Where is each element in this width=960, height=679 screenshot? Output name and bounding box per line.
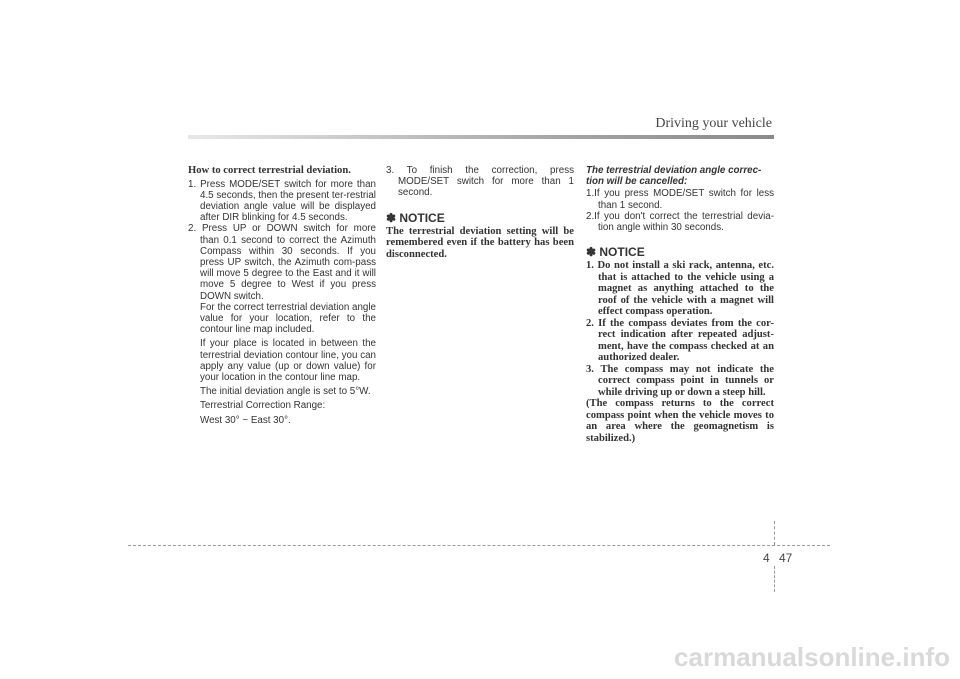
cancel-condition-2: 2.If you don't correct the terrestrial devia-tion angle within 30 seconds. — [586, 210, 774, 234]
between-contour-note: If your place is located in between the terrestrial deviation contour line, you can apply any value (up or down value) for your location in the contour line map. — [200, 338, 376, 383]
correction-range-value: West 30° ~ East 30°. — [200, 414, 291, 426]
notice-text: The terrestrial deviation setting will be remembered even if the battery has been disconnected. — [386, 225, 574, 260]
step-3: 3. To finish the correction, press MODE/SET switch for more than 1 second. — [386, 165, 574, 199]
step-1: 1. Press MODE/SET switch for more than 4.5 seconds, then the present ter-restrial deviation angle value will be displayed after DIR blinking for 4.5 seconds. — [188, 178, 376, 224]
notice-item-3: 3. The compass may not indicate the correct compass point in tunnels or while driving up or down a steep hill. — [586, 363, 774, 398]
header-divider — [188, 135, 774, 139]
column-3 — [586, 152, 774, 444]
footer-divider — [128, 545, 830, 546]
footer-vertical-rule-bottom — [774, 566, 775, 592]
chapter-number: 4 — [763, 551, 770, 565]
column-1 — [188, 152, 376, 429]
contour-map-note: For the correct terrestrial deviation angle value for your location, refer to the contour line map included. — [200, 301, 376, 336]
watermark: carmanualsonline.info — [674, 642, 950, 672]
footer-vertical-rule-top — [774, 521, 775, 545]
section-title: Driving your vehicle — [655, 116, 772, 131]
notice-item-2: 2. If the compass deviates from the cor-rect indication after repeated adjust-ment, have the compass checked at an authorized dealer. — [586, 317, 774, 364]
notice-item-1: 1. Do not install a ski rack, antenna, etc. that is attached to the vehicle using a magnet as anything attached to the roof of the vehicle with a magnet will effect compass operation. — [586, 260, 774, 318]
notice-heading: ✽ NOTICE — [386, 210, 445, 225]
correction-range-label: Terrestrial Correction Range: — [200, 400, 326, 412]
correction-heading: How to correct terrestrial deviation. — [188, 165, 351, 176]
cancel-condition-1: 1.If you press MODE/SET switch for less than 1 second. — [586, 188, 774, 211]
step-2: 2. Press UP or DOWN switch for more than 0.1 second to correct the Azimuth Compass within 30 seconds. If you press UP switch, the Azimuth com-pass will move 5 degree to the East and it will move 5 degree to West if you press DOWN switch. — [188, 223, 376, 302]
notice-item-4: (The compass returns to the correct compass point when the vehicle moves to an area where the geomagnetism is stabilized.) — [586, 398, 774, 444]
page-number: 47 — [779, 551, 793, 565]
initial-angle-note: The initial deviation angle is set to 5°W. — [200, 386, 371, 398]
notice-heading: ✽ NOTICE — [586, 245, 645, 260]
cancel-heading: The terrestrial deviation angle correc-tion will be cancelled: — [586, 165, 762, 188]
column-2 — [386, 152, 574, 260]
